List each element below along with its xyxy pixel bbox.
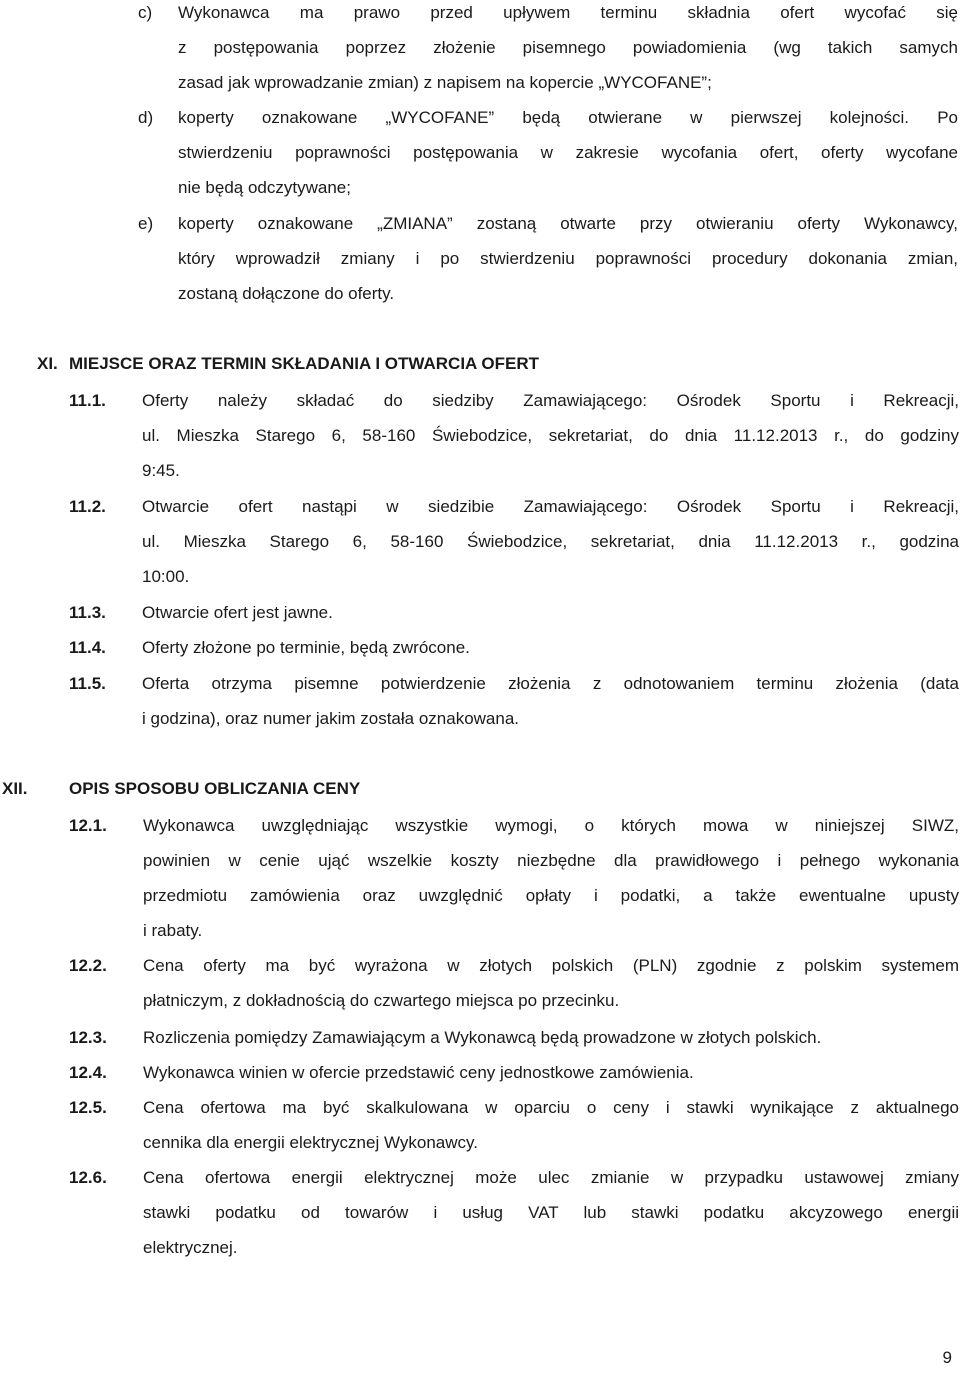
text-line: 9:45. [142,461,180,480]
subsection-text [143,1055,959,1090]
list-text [178,100,958,205]
subsection-number: 11.4. [69,638,106,657]
text-line: i rabaty. [143,921,203,940]
subsection-number: 12.6. [69,1168,107,1187]
text-line: ul. Mieszka Starego 6, 58-160 Świebodzice, sekretariat, dnia 11.12.2013 r., godzina [142,532,959,551]
subsection-text [143,1020,959,1055]
subsection-text [142,489,959,594]
text-line: i godzina), oraz numer jakim została oznakowana. [142,709,520,728]
subsection-text [142,630,959,665]
text-line: zostaną dołączone do oferty. [178,284,395,303]
subsection-text [143,808,959,948]
subsection-text [143,1090,959,1160]
list-text [178,0,958,100]
text-line: płatniczym, z dokładnością do czwartego miejsca po przecinku. [143,991,620,1010]
subsection-text [143,948,959,1018]
subsection-text [142,666,959,736]
section-number: XII. [2,779,28,798]
text-line: elektrycznej. [143,1238,238,1257]
text-line: Oferty należy składać do siedziby Zamawiającego: Ośrodek Sportu i Rekreacji, [142,391,959,410]
text-line: z postępowania poprzez złożenie pisemnego powiadomienia (wg takich samych [178,38,958,57]
text-line: koperty oznakowane „WYCOFANE” będą otwierane w pierwszej kolejności. Po [178,108,958,127]
list-label: e) [138,214,154,233]
text-line: Wykonawca uwzględniając wszystkie wymogi, o których mowa w niniejszej SIWZ, [143,816,959,835]
text-line: Wykonawca ma prawo przed upływem terminu składnia ofert wycofać się [178,3,958,22]
section-title: MIEJSCE ORAZ TERMIN SKŁADANIA I OTWARCIA OFERT [69,354,540,373]
subsection-number: 11.5. [69,674,106,693]
subsection-number: 11.2. [69,497,106,516]
text-line: powinien w cenie ująć wszelkie koszty niezbędne dla prawidłowego i pełnego wykonania [143,851,959,870]
subsection-number: 12.4. [69,1063,107,1082]
text-line: ul. Mieszka Starego 6, 58-160 Świebodzice, sekretariat, do dnia 11.12.2013 r., do godziny [142,426,959,445]
subsection-number: 12.3. [69,1028,107,1047]
list-text [178,206,958,311]
section-number: XI. [37,354,58,373]
text-line: który wprowadził zmiany i po stwierdzeniu poprawności procedury dokonania zmian, [178,249,958,268]
text-line: stwierdzeniu poprawności postępowania w zakresie wycofania ofert, oferty wycofane [178,143,958,162]
text-line: Otwarcie ofert jest jawne. [142,603,333,622]
text-line: 10:00. [142,567,190,586]
text-line: Cena ofertowa energii elektrycznej może ulec zmianie w przypadku ustawowej zmiany [143,1168,959,1187]
list-label: c) [138,3,153,22]
text-line: Cena oferty ma być wyrażona w złotych polskich (PLN) zgodnie z polskim systemem [143,956,959,975]
subsection-text [142,383,959,488]
text-line: Otwarcie ofert nastąpi w siedzibie Zamawiającego: Ośrodek Sportu i Rekreacji, [142,497,959,516]
text-line: stawki podatku od towarów i usług VAT lub stawki podatku akcyzowego energii [143,1203,959,1222]
subsection-number: 11.1. [69,391,106,410]
text-line: przedmiotu zamówienia oraz uwzględnić opłaty i podatki, a także ewentualne upusty [143,886,959,905]
subsection-number: 11.3. [69,603,106,622]
text-line: Oferta otrzyma pisemne potwierdzenie złożenia z odnotowaniem terminu złożenia (data [142,674,959,693]
list-label: d) [138,108,154,127]
text-line: nie będą odczytywane; [178,178,351,197]
text-line: koperty oznakowane „ZMIANA” zostaną otwarte przy otwieraniu oferty Wykonawcy, [178,214,958,233]
subsection-number: 12.1. [69,816,107,835]
text-line: Cena ofertowa ma być skalkulowana w oparciu o ceny i stawki wynikające z aktualnego [143,1098,959,1117]
section-title: OPIS SPOSOBU OBLICZANIA CENY [69,779,361,798]
page-number: 9 [942,1348,952,1367]
text-line: Rozliczenia pomiędzy Zamawiającym a Wykonawcą będą prowadzone w złotych polskich. [143,1028,822,1047]
subsection-text [143,1160,959,1265]
text-line: Wykonawca winien w ofercie przedstawić ceny jednostkowe zamówienia. [143,1063,694,1082]
subsection-number: 12.5. [69,1098,107,1117]
subsection-text [142,595,959,630]
text-line: cennika dla energii elektrycznej Wykonawcy. [143,1133,478,1152]
subsection-number: 12.2. [69,956,107,975]
text-line: zasad jak wprowadzanie zmian) z napisem na kopercie „WYCOFANE”; [178,73,712,92]
text-line: Oferty złożone po terminie, będą zwrócone. [142,638,470,657]
